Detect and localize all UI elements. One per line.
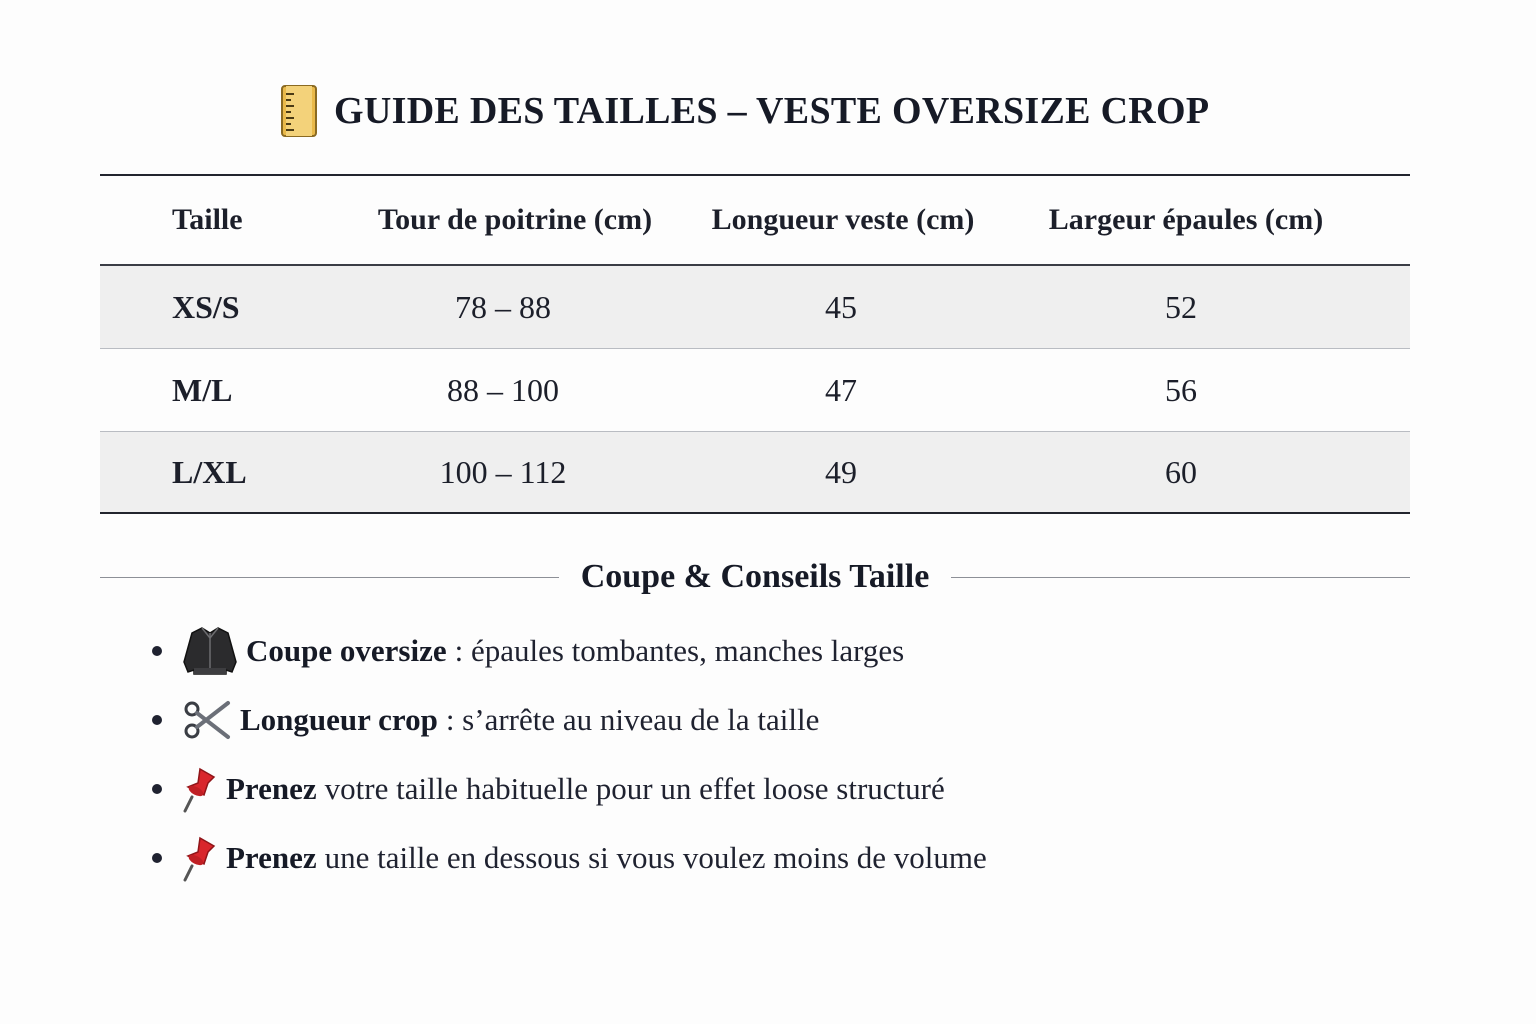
section-title: Coupe & Conseils Taille <box>580 558 930 595</box>
table-row: L/XL 100 – 112 49 60 <box>100 432 1410 512</box>
page-title: GUIDE DES TAILLES – VESTE OVERSIZE CROP <box>334 90 1210 132</box>
bullet <box>152 646 162 656</box>
scissors-icon <box>182 697 232 743</box>
list-item <box>152 823 1252 892</box>
tip-strong: Coupe oversize <box>246 632 447 668</box>
cell-size: L/XL <box>172 453 247 490</box>
pushpin-icon <box>182 834 218 882</box>
tip-text: : s’arrête au niveau de la taille <box>445 701 820 737</box>
table-header-row: Taille Tour de poitrine (cm) Longueur veste (cm) Largeur épaules (cm) <box>100 176 1410 266</box>
size-table <box>100 174 1410 514</box>
jacket-icon <box>182 624 238 678</box>
cell-size: XS/S <box>172 288 240 325</box>
tip-text: votre taille habituelle pour un effet loose structuré <box>324 770 945 806</box>
pushpin-icon <box>182 765 218 813</box>
section-heading <box>100 552 1410 602</box>
table-row: XS/S 78 – 88 45 52 <box>100 266 1410 349</box>
tip-strong: Prenez <box>226 770 317 806</box>
tip-text: : épaules tombantes, manches larges <box>454 632 905 668</box>
table-row: M/L 88 – 100 47 56 <box>100 349 1410 432</box>
tip-strong: Prenez <box>226 839 317 875</box>
header-size: Taille <box>172 203 243 236</box>
tip-text: une taille en dessous si vous voulez moins de volume <box>324 839 987 875</box>
ruler-notebook-icon <box>278 84 320 138</box>
title-row <box>278 84 1209 138</box>
divider-left <box>100 577 559 578</box>
divider-right <box>951 577 1410 578</box>
list-item <box>152 616 1252 685</box>
list-item <box>152 685 1252 754</box>
tip-strong: Longueur crop <box>240 701 438 737</box>
bullet <box>152 715 162 725</box>
bullet <box>152 784 162 794</box>
bullet <box>152 853 162 863</box>
list-item <box>152 754 1252 823</box>
tips-list <box>152 616 1252 892</box>
cell-size: M/L <box>172 371 233 408</box>
